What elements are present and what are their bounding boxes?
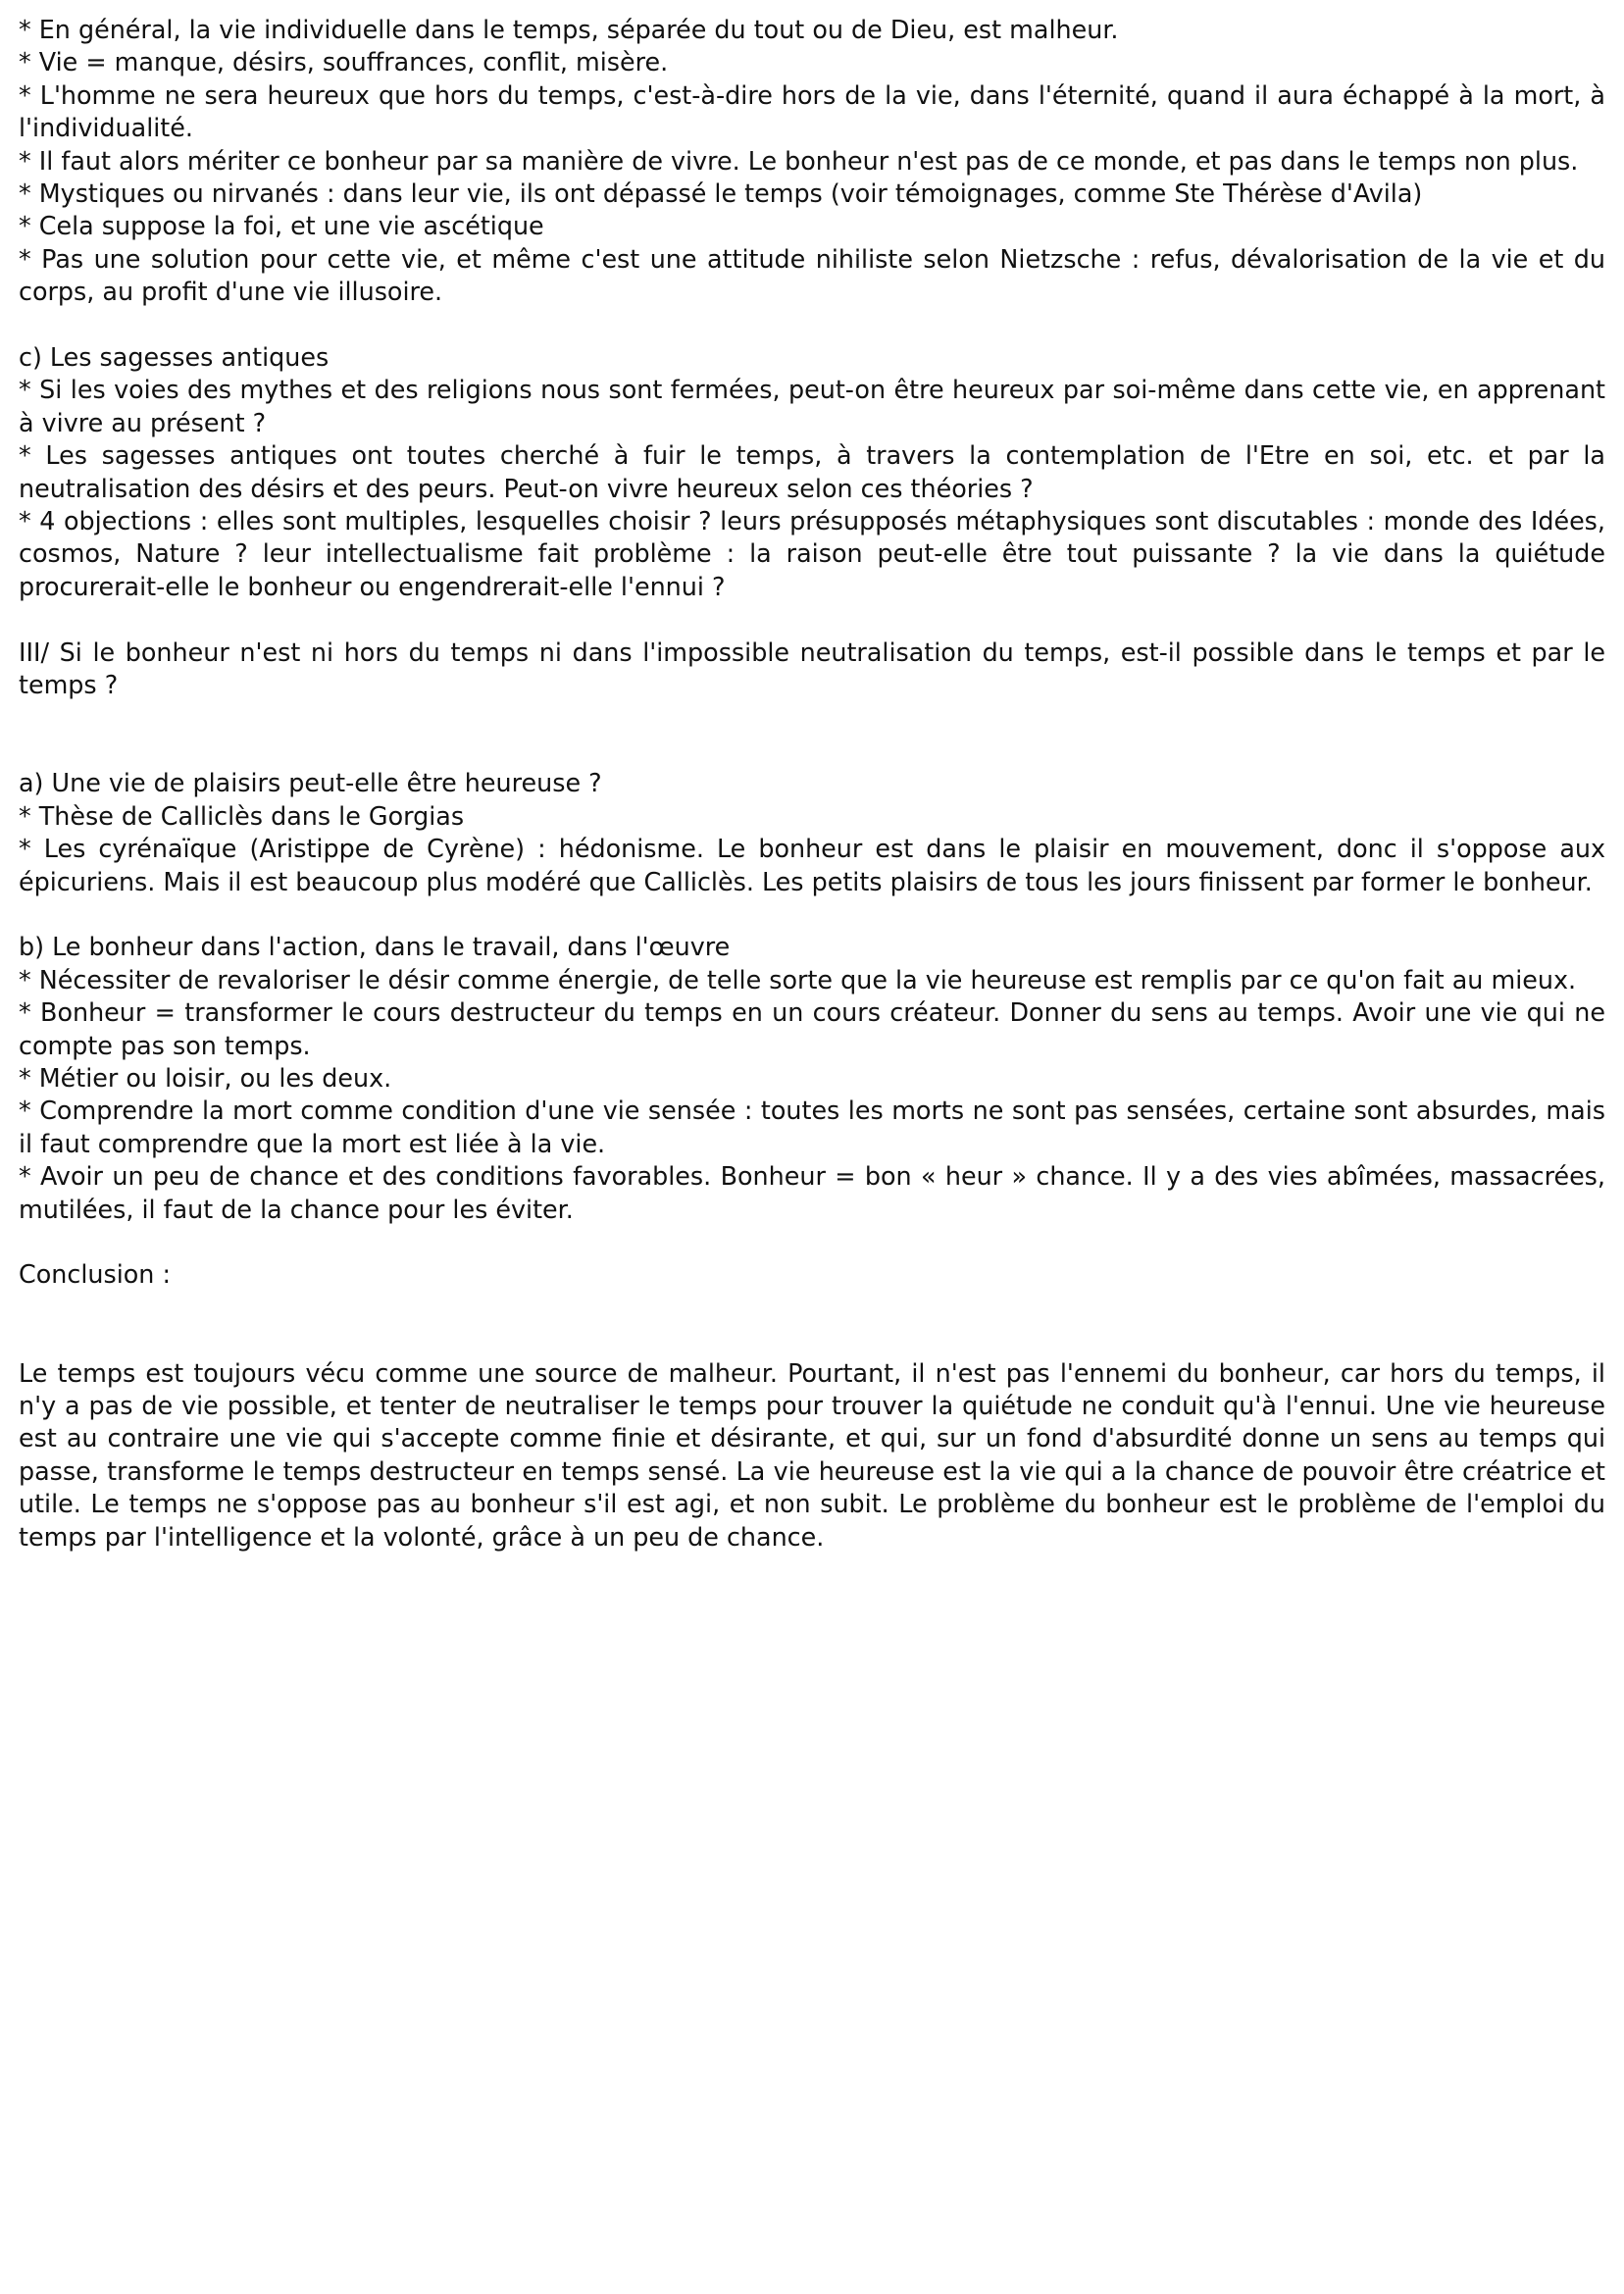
bullet-item: * Nécessiter de revaloriser le désir comme énergie, de telle sorte que la vie heureuse est remplis par ce qu'on fait au mieux. <box>19 964 1577 994</box>
bullet-item: * 4 objections : elles sont multiples, lesquelles choisir ? leurs présupposés métaphysiques sont discutables : monde des Idées, cosmos, Nature ? leur intellectualisme fait problème : la raison peut-elle être tout puissante ? la vie dans la quiétude procurerait-elle le bonheur ou engendrerait-elle l'ennui ? <box>19 506 1605 601</box>
bullet-item: * Cela suppose la foi, et une vie ascétique <box>19 211 544 241</box>
bullet-item: * Vie = manque, désirs, souffrances, conflit, misère. <box>19 47 669 77</box>
bullet-item: * Avoir un peu de chance et des conditions favorables. Bonheur = bon « heur » chance. Il y a des vies abîmées, massacrées, mutilées, il faut de la chance pour les éviter. <box>19 1161 1605 1224</box>
section-b-end <box>19 14 1605 309</box>
section-heading: a) Une vie de plaisirs peut-elle être heureuse ? <box>19 768 602 798</box>
section-a <box>19 767 1605 898</box>
document-page <box>19 14 1605 1554</box>
bullet-item: * Les sagesses antiques ont toutes cherché à fuir le temps, à travers la contemplation de l'Etre en soi, etc. et par la neutralisation des désirs et des peurs. Peut-on vivre heureux selon ces théories ? <box>19 440 1605 503</box>
bullet-item: * Métier ou loisir, ou les deux. <box>19 1062 392 1093</box>
conclusion <box>19 1258 1605 1554</box>
bullet-item: * L'homme ne sera heureux que hors du temps, c'est-à-dire hors de la vie, dans l'éternité, quand il aura échappé à la mort, à l'individualité. <box>19 79 1605 143</box>
bullet-item: * Il faut alors mériter ce bonheur par sa manière de vivre. Le bonheur n'est pas de ce monde, et pas dans le temps non plus. <box>19 145 1579 176</box>
part-three <box>19 637 1605 702</box>
conclusion-text: Le temps est toujours vécu comme une source de malheur. Pourtant, il n'est pas l'ennemi du bonheur, car hors du temps, il n'y a pas de vie possible, et tenter de neutraliser le temps pour trouver la quiétude ne conduit qu'à l'ennui. Une vie heureuse est au contraire une vie qui s'accepte comme finie et désirante, et qui, sur un fond d'absurdité donne un sens au temps qui passe, transforme le temps destructeur en temps sensé. La vie heureuse est la vie qui a la chance de pouvoir être créatrice et utile. Le temps ne s'oppose pas au bonheur s'il est agi, et non subit. Le problème du bonheur est le problème de l'emploi du temps par l'intelligence et la volonté, grâce à un peu de chance. <box>19 1357 1605 1552</box>
bullet-item: * Comprendre la mort comme condition d'une vie sensée : toutes les morts ne sont pas sensées, certaine sont absurdes, mais il faut comprendre que la mort est liée à la vie. <box>19 1096 1605 1158</box>
bullet-item: * Bonheur = transformer le cours destructeur du temps en un cours créateur. Donner du sens au temps. Avoir une vie qui ne compte pas son temps. <box>19 997 1605 1060</box>
bullet-item: * Les cyrénaïque (Aristippe de Cyrène) : hédonisme. Le bonheur est dans le plaisir en mouvement, donc il s'oppose aux épicuriens. Mais il est beaucoup plus modéré que Calliclès. Les petits plaisirs de tous les jours finissent par former le bonheur. <box>19 834 1605 896</box>
conclusion-heading: Conclusion : <box>19 1259 171 1290</box>
section-heading: b) Le bonheur dans l'action, dans le travail, dans l'œuvre <box>19 932 731 962</box>
bullet-item: * Mystiques ou nirvanés : dans leur vie, ils ont dépassé le temps (voir témoignages, comme Ste Thérèse d'Avila) <box>19 178 1423 209</box>
section-c <box>19 341 1605 603</box>
bullet-item: * Si les voies des mythes et des religions nous sont fermées, peut-on être heureux par soi-même dans cette vie, en apprenant à vivre au présent ? <box>19 375 1605 437</box>
section-heading: c) Les sagesses antiques <box>19 342 330 373</box>
part-heading: III/ Si le bonheur n'est ni hors du temps ni dans l'impossible neutralisation du temps, est-il possible dans le temps et par le temps ? <box>19 637 1605 700</box>
bullet-item: * Thèse de Calliclès dans le Gorgias <box>19 800 465 831</box>
bullet-item: * En général, la vie individuelle dans le temps, séparée du tout ou de Dieu, est malheur. <box>19 15 1119 44</box>
bullet-item: * Pas une solution pour cette vie, et même c'est une attitude nihiliste selon Nietzsche : refus, dévalorisation de la vie et du corps, au profit d'une vie illusoire. <box>19 243 1605 307</box>
section-b2 <box>19 931 1605 1226</box>
